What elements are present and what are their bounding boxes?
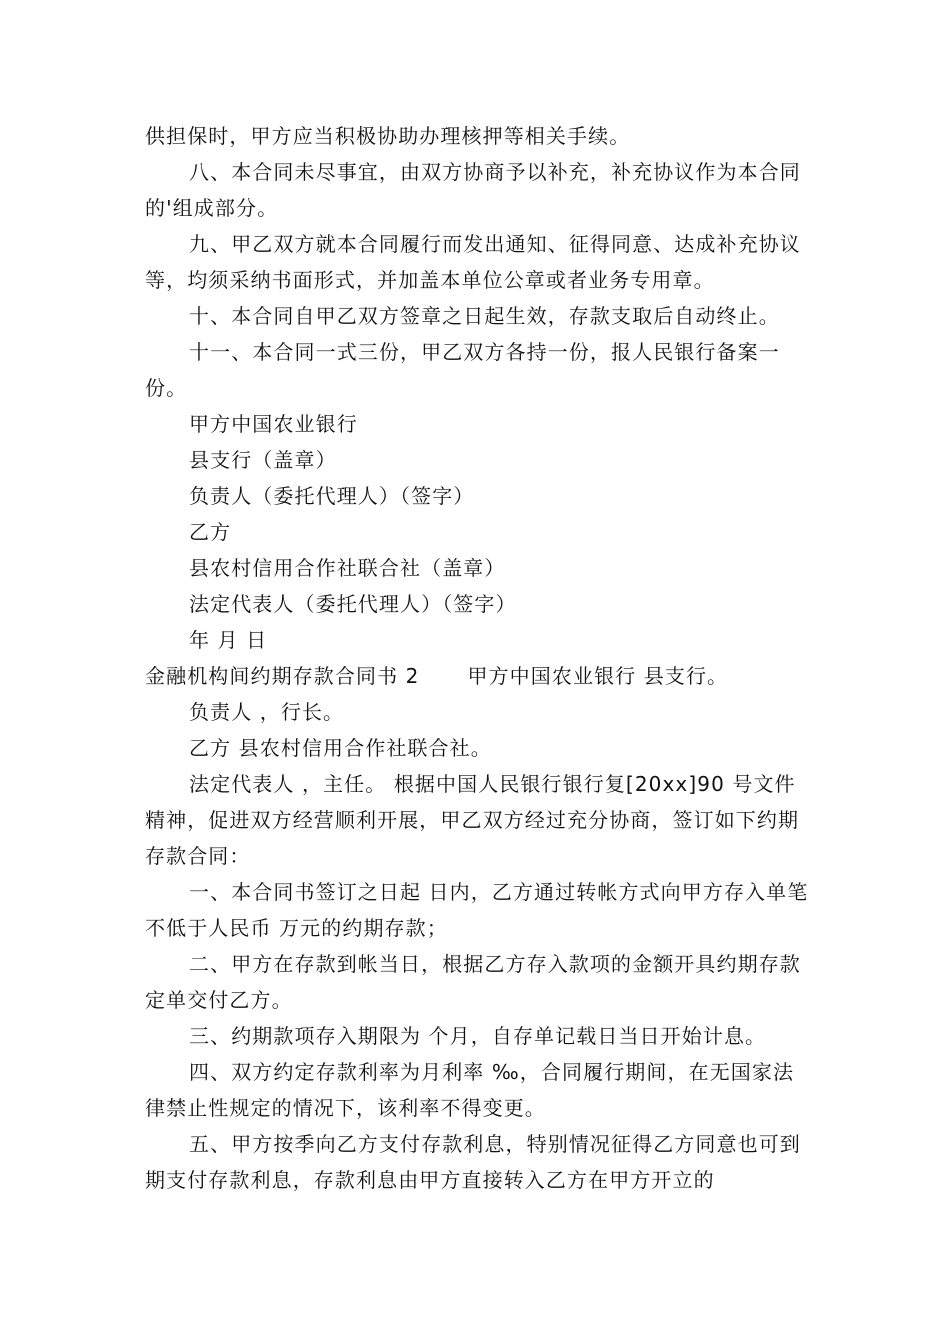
signature-line-party-b: 乙方 [189,520,232,544]
paragraph: 法定代表人 ，主任。 根据中国人民银行银行复[20xx]90 号文件精神，促进双方经营顺利开展，甲乙双方经过充分协商，签订如下约期存款合同： [145,772,800,868]
signature-line-credit-union-seal: 县农村信用合作社联合社（盖章） [189,556,506,580]
signature-line-party-a-bank: 甲方中国农业银行 [189,412,358,436]
contract-heading-line [145,658,810,694]
paragraph: 负责人 ，行长。 [189,700,345,724]
date-line: 年 月 日 [189,628,268,652]
party-a-line: 甲方中国农业银行 县支行。 [467,664,729,688]
clause-3: 三、约期款项存入期限为 个月，自存单记载日当日开始计息。 [189,1024,767,1048]
signature-line-responsible-person: 负责人（委托代理人）（签字） [189,484,475,508]
paragraph: 九、甲乙双方就本合同履行而发出通知、征得同意、达成补充协议等，均须采纳书面形式，并加盖本单位公章或者业务专用章。 [145,232,801,292]
clause-5: 五、甲方按季向乙方支付存款利息，特别情况征得乙方同意也可到期支付存款利息，存款利息由甲方直接转入乙方在甲方开立的 [145,1132,801,1192]
document-body [145,118,810,1198]
clause-1: 一、本合同书签订之日起 日内，乙方通过转帐方式向甲方存入单笔不低于人民币 万元的约期存款； [145,880,809,940]
clause-4: 四、双方约定存款利率为月利率 ‰，合同履行期间，在无国家法律禁止性规定的情况下，该利率不得变更。 [145,1060,795,1120]
paragraph: 八、本合同未尽事宜，由双方协商予以补充，补充协议作为本合同的'组成部分。 [145,160,801,220]
paragraph: 乙方 县农村信用合作社联合社。 [189,736,492,760]
signature-line-legal-representative: 法定代表人（委托代理人）（签字） [189,592,517,616]
contract-title: 金融机构间约期存款合同书 2 [145,664,420,688]
signature-line-branch-seal: 县支行（盖章） [189,448,337,472]
paragraph: 十一、本合同一式三份，甲乙双方各持一份，报人民银行备案一份。 [145,340,780,400]
clause-2: 二、甲方在存款到帐当日，根据乙方存入款项的金额开具约期存款定单交付乙方。 [145,952,801,1012]
paragraph: 供担保时，甲方应当积极协助办理核押等相关手续。 [145,124,631,148]
paragraph: 十、本合同自甲乙双方签章之日起生效，存款支取后自动终止。 [189,304,780,328]
